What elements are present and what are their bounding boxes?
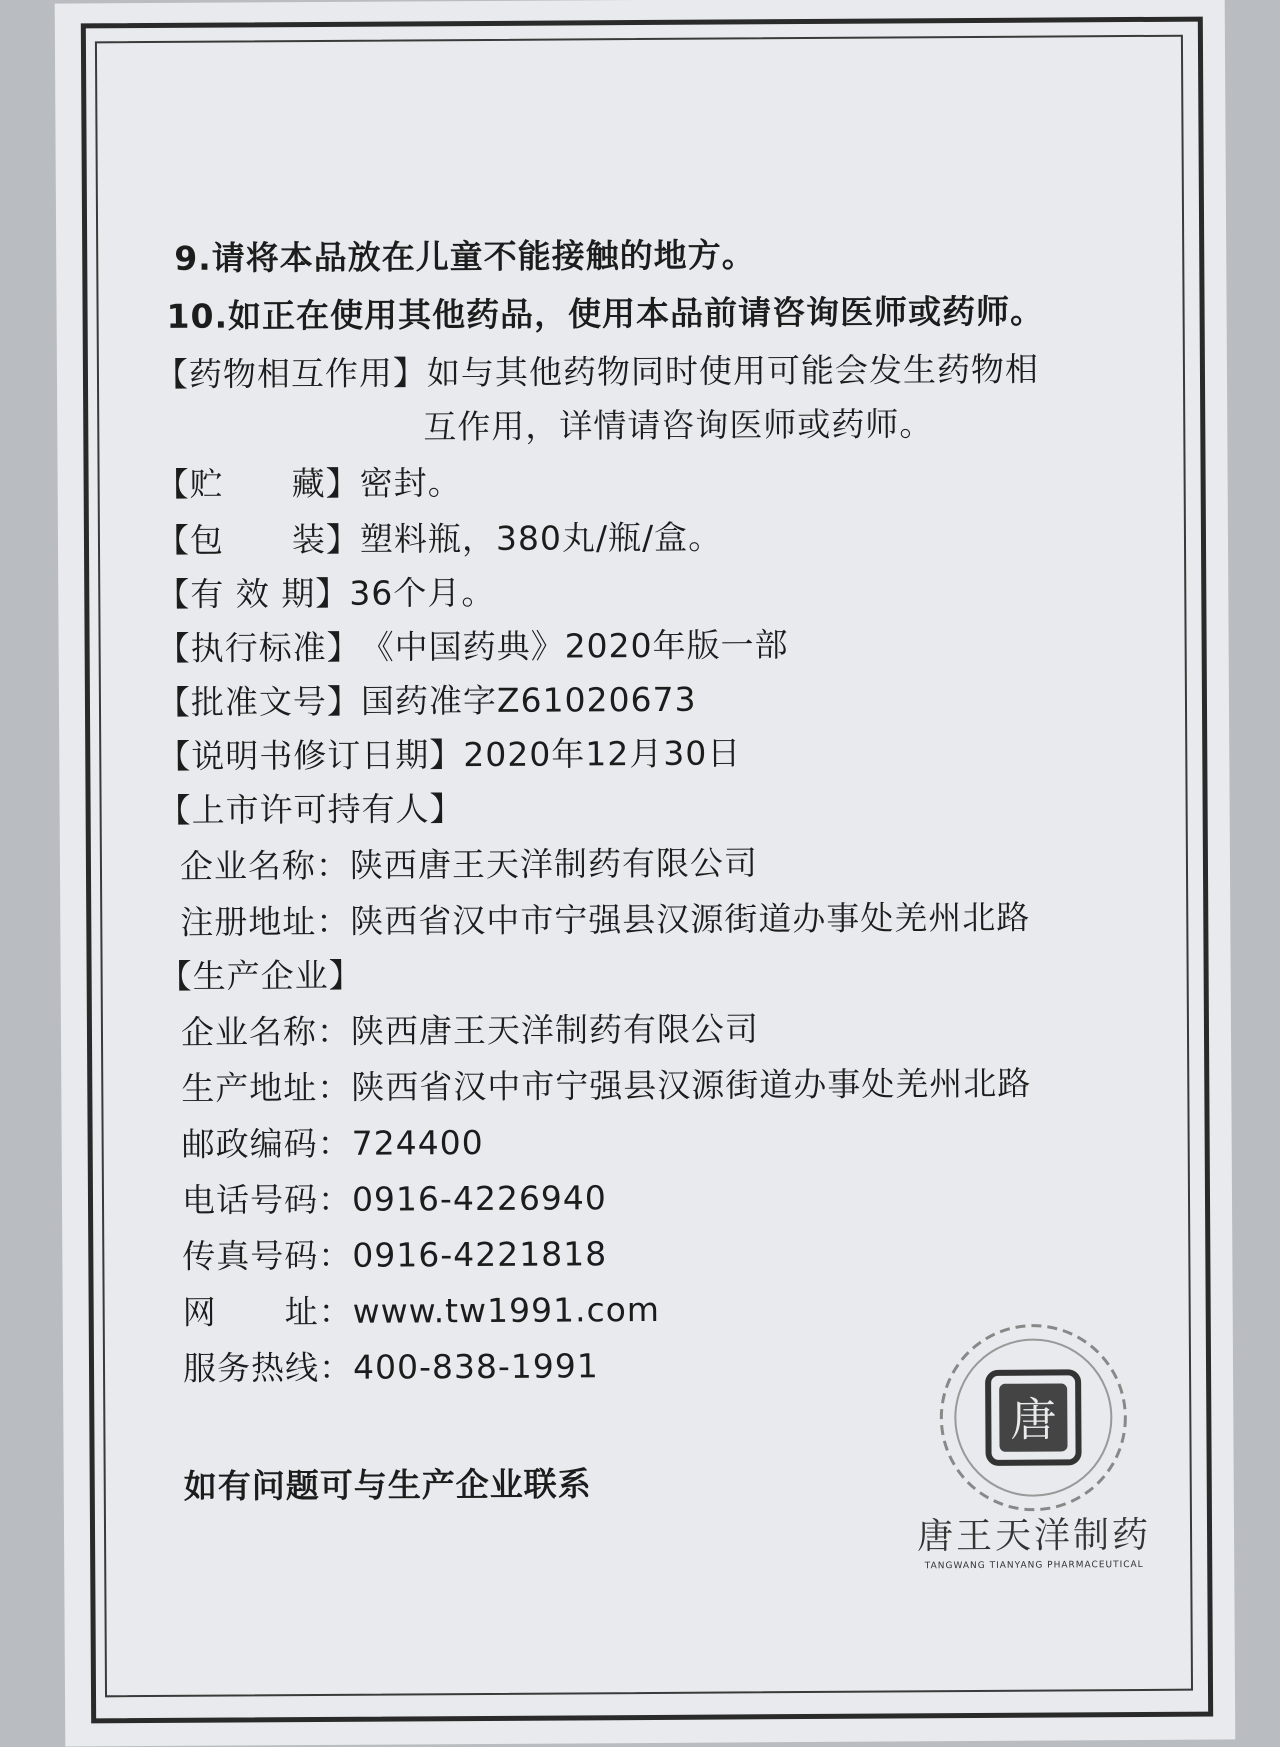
- holder-address-row: [180, 892, 1030, 944]
- standard-value: 《中国药典》2020年版一部: [360, 625, 789, 667]
- standard-row: [156, 619, 788, 670]
- hotline-row: [183, 1340, 599, 1390]
- storage-value: 密封。: [359, 463, 462, 503]
- warning-item-9: 9.请将本品放在儿童不能接触的地方。: [174, 235, 756, 278]
- holder-name-label: 企业名称：: [179, 845, 351, 886]
- approval-value: 国药准字Z61020673: [360, 679, 697, 721]
- revision-label: 【说明书修订日期】: [157, 735, 464, 776]
- interaction-label: 【药物相互作用】: [154, 353, 428, 394]
- package-row: [156, 512, 723, 562]
- fax-value: 0916-4221818: [352, 1234, 608, 1275]
- footer-contact-note: 如有问题可与生产企业联系: [183, 1464, 592, 1506]
- approval-label: 【批准文号】: [156, 681, 362, 722]
- phone-value: 0916-4226940: [351, 1178, 607, 1219]
- web-value: www.tw1991.com: [352, 1289, 661, 1331]
- holder-heading: 【上市许可持有人】: [157, 789, 464, 830]
- warning-item-10: 10.如正在使用其他药品，使用本品前请咨询医师或药师。: [166, 291, 1045, 336]
- holder-address-label: 注册地址：: [180, 901, 351, 942]
- fax-row: [182, 1228, 607, 1278]
- company-seal-logo: [933, 1317, 1134, 1518]
- validity-row: [156, 567, 495, 616]
- interaction-text: 如与其他药物同时使用可能会发生药物相: [426, 349, 1040, 393]
- approval-row: [157, 674, 697, 724]
- leaflet-sheet: [55, 0, 1236, 1747]
- package-value: 塑料瓶，380丸/瓶/盒。: [359, 517, 723, 559]
- web-label: 网 址：: [182, 1291, 353, 1332]
- hotline-value: 400-838-1991: [352, 1346, 599, 1387]
- manufacturer-name-row: [181, 1003, 759, 1054]
- manufacturer-name-label: 企业名称：: [180, 1011, 352, 1052]
- brand-name-en: TANGWANG TIANYANG PHARMACEUTICAL: [924, 1559, 1144, 1572]
- brand-name-cn: 唐王天洋制药: [916, 1514, 1152, 1558]
- web-row: [183, 1284, 661, 1334]
- manufacturer-address-label: 生产地址：: [181, 1067, 352, 1108]
- postcode-row: [182, 1117, 484, 1166]
- phone-row: [182, 1172, 607, 1222]
- interaction-text-cont: 互作用，详情请咨询医师或药师。: [423, 404, 934, 447]
- validity-value: 36个月。: [349, 572, 496, 613]
- manufacturer-name: 陕西唐王天洋制药有限公司: [350, 1009, 760, 1051]
- logo-char: 唐: [1010, 1392, 1057, 1447]
- holder-name-row: [180, 837, 758, 888]
- manufacturer-address-row: [181, 1058, 1031, 1110]
- validity-label: 【有 效 期】: [156, 573, 350, 614]
- phone-label: 电话号码：: [181, 1179, 353, 1220]
- storage-row: [155, 457, 461, 506]
- holder-address: 陕西省汉中市宁强县汉源街道办事处羌州北路: [350, 897, 1031, 941]
- package-label: 【包 装】: [155, 519, 361, 560]
- standard-label: 【执行标准】: [156, 627, 361, 668]
- brand-block: [904, 1507, 1164, 1572]
- interaction-row: [155, 344, 1039, 396]
- postcode-label: 邮政编码：: [181, 1123, 352, 1164]
- hotline-label: 服务热线：: [182, 1347, 354, 1388]
- storage-label: 【贮 藏】: [155, 463, 360, 504]
- holder-name: 陕西唐王天洋制药有限公司: [349, 843, 759, 885]
- revision-row: [157, 727, 741, 778]
- postcode-value: 724400: [351, 1122, 484, 1163]
- revision-value: 2020年12月30日: [463, 733, 742, 775]
- manufacturer-heading: 【生产企业】: [158, 955, 363, 996]
- fax-label: 传真号码：: [182, 1235, 353, 1276]
- manufacturer-address: 陕西省汉中市宁强县汉源街道办事处羌州北路: [351, 1063, 1032, 1107]
